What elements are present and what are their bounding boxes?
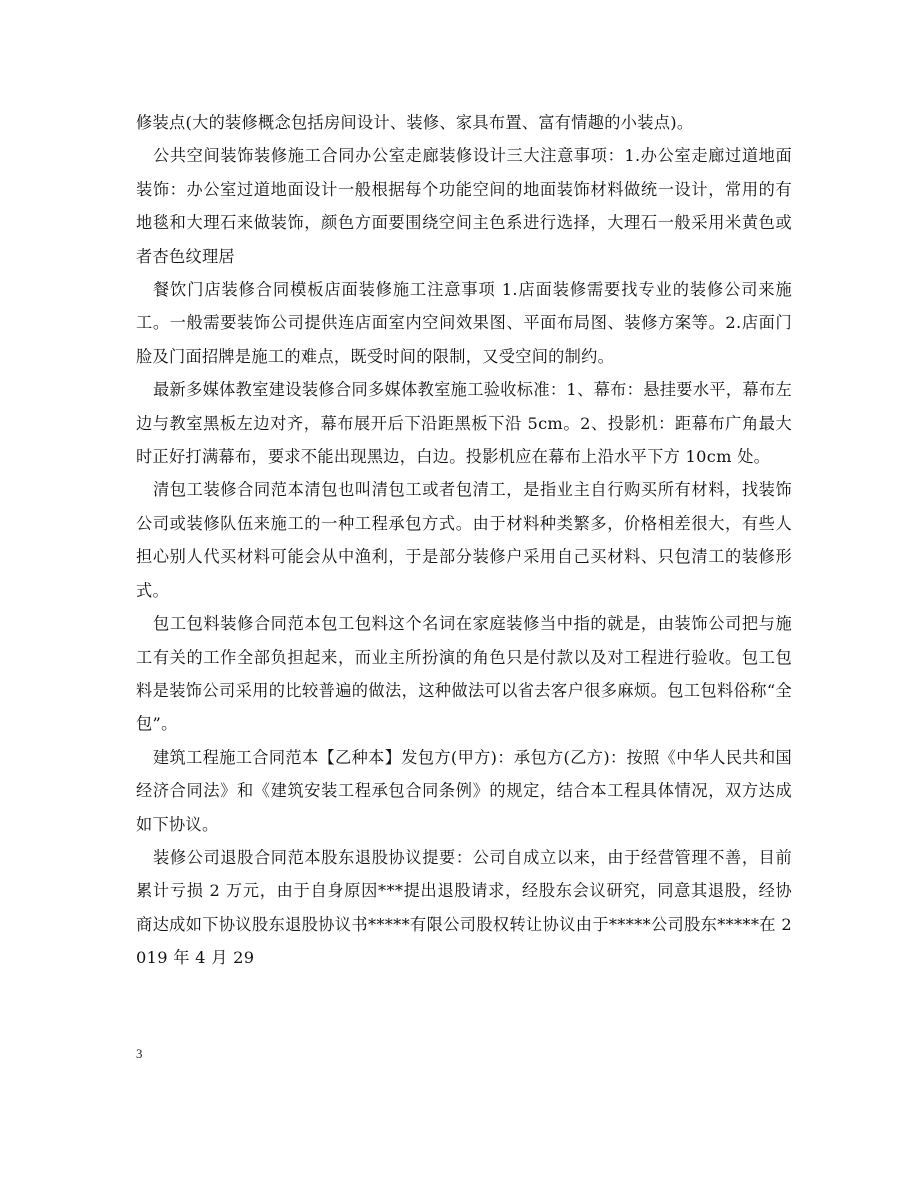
paragraph-3: 餐饮门店装修合同模板店面装修施工注意事项 1.店面装修需要找专业的装修公司来施工。一般需要装饰公司提供连店面室内空间效果图、平面布局图、装修方案等。2.店面门脸及门面招牌是施工的难点，既受时间的限制，又受空间的制约。 (136, 280, 792, 366)
paragraph-6: 包工包料装修合同范本包工包料这个名词在家庭装修当中指的就是，由装饰公司把与施工有关的工作全部负担起来，而业主所扮演的角色只是付款以及对工程进行验收。包工包料是装饰公司采用的比较普遍的做法，这种做法可以省去客户很多麻烦。包工包料俗称“全包”。 (136, 614, 792, 734)
page-number: 3 (136, 1046, 143, 1061)
paragraph-2: 公共空间装饰装修施工合同办公室走廊装修设计三大注意事项：1.办公室走廊过道地面装饰：办公室过道地面设计一般根据每个功能空间的地面装饰材料做统一设计，常用的有地毯和大理石来做装饰，颜色方面要围绕空间主色系进行选择，大理石一般采用米黄色或者杏色纹理居 (136, 146, 792, 266)
document-body (136, 106, 792, 975)
paragraph-4: 最新多媒体教室建设装修合同多媒体教室施工验收标准：1、幕布：悬挂要水平，幕布左边与教室黑板左边对齐，幕布展开后下沿距黑板下沿 5cm。2、投影机：距幕布广角最大时正好打满幕布，要求不能出现黑边，白边。投影机应在幕布上沿水平下方 10cm 处。 (136, 380, 792, 467)
paragraph-8: 装修公司退股合同范本股东退股协议提要：公司自成立以来，由于经营管理不善，目前累计亏损 2 万元，由于自身原因***提出退股请求，经股东会议研究，同意其退股，经协商达成如下协议股东退股协议书*****有限公司股权转让协议由于*****公司股东*****在 2019 年 4 月 29 (136, 847, 792, 968)
paragraph-1: 修装点(大的装修概念包括房间设计、装修、家具布置、富有情趣的小装点)。 (136, 113, 694, 132)
paragraph-7: 建筑工程施工合同范本【乙种本】发包方(甲方)：承包方(乙方)：按照《中华人民共和国经济合同法》和《建筑安装工程承包合同条例》的规定，结合本工程具体情况，双方达成如下协议。 (136, 747, 792, 834)
paragraph-5: 清包工装修合同范本清包也叫清包工或者包清工，是指业主自行购买所有材料，找装饰公司或装修队伍来施工的一种工程承包方式。由于材料种类繁多，价格相差很大，有些人担心别人代买材料可能会从中渔利，于是部分装修户采用自己买材料、只包清工的装修形式。 (136, 480, 792, 600)
